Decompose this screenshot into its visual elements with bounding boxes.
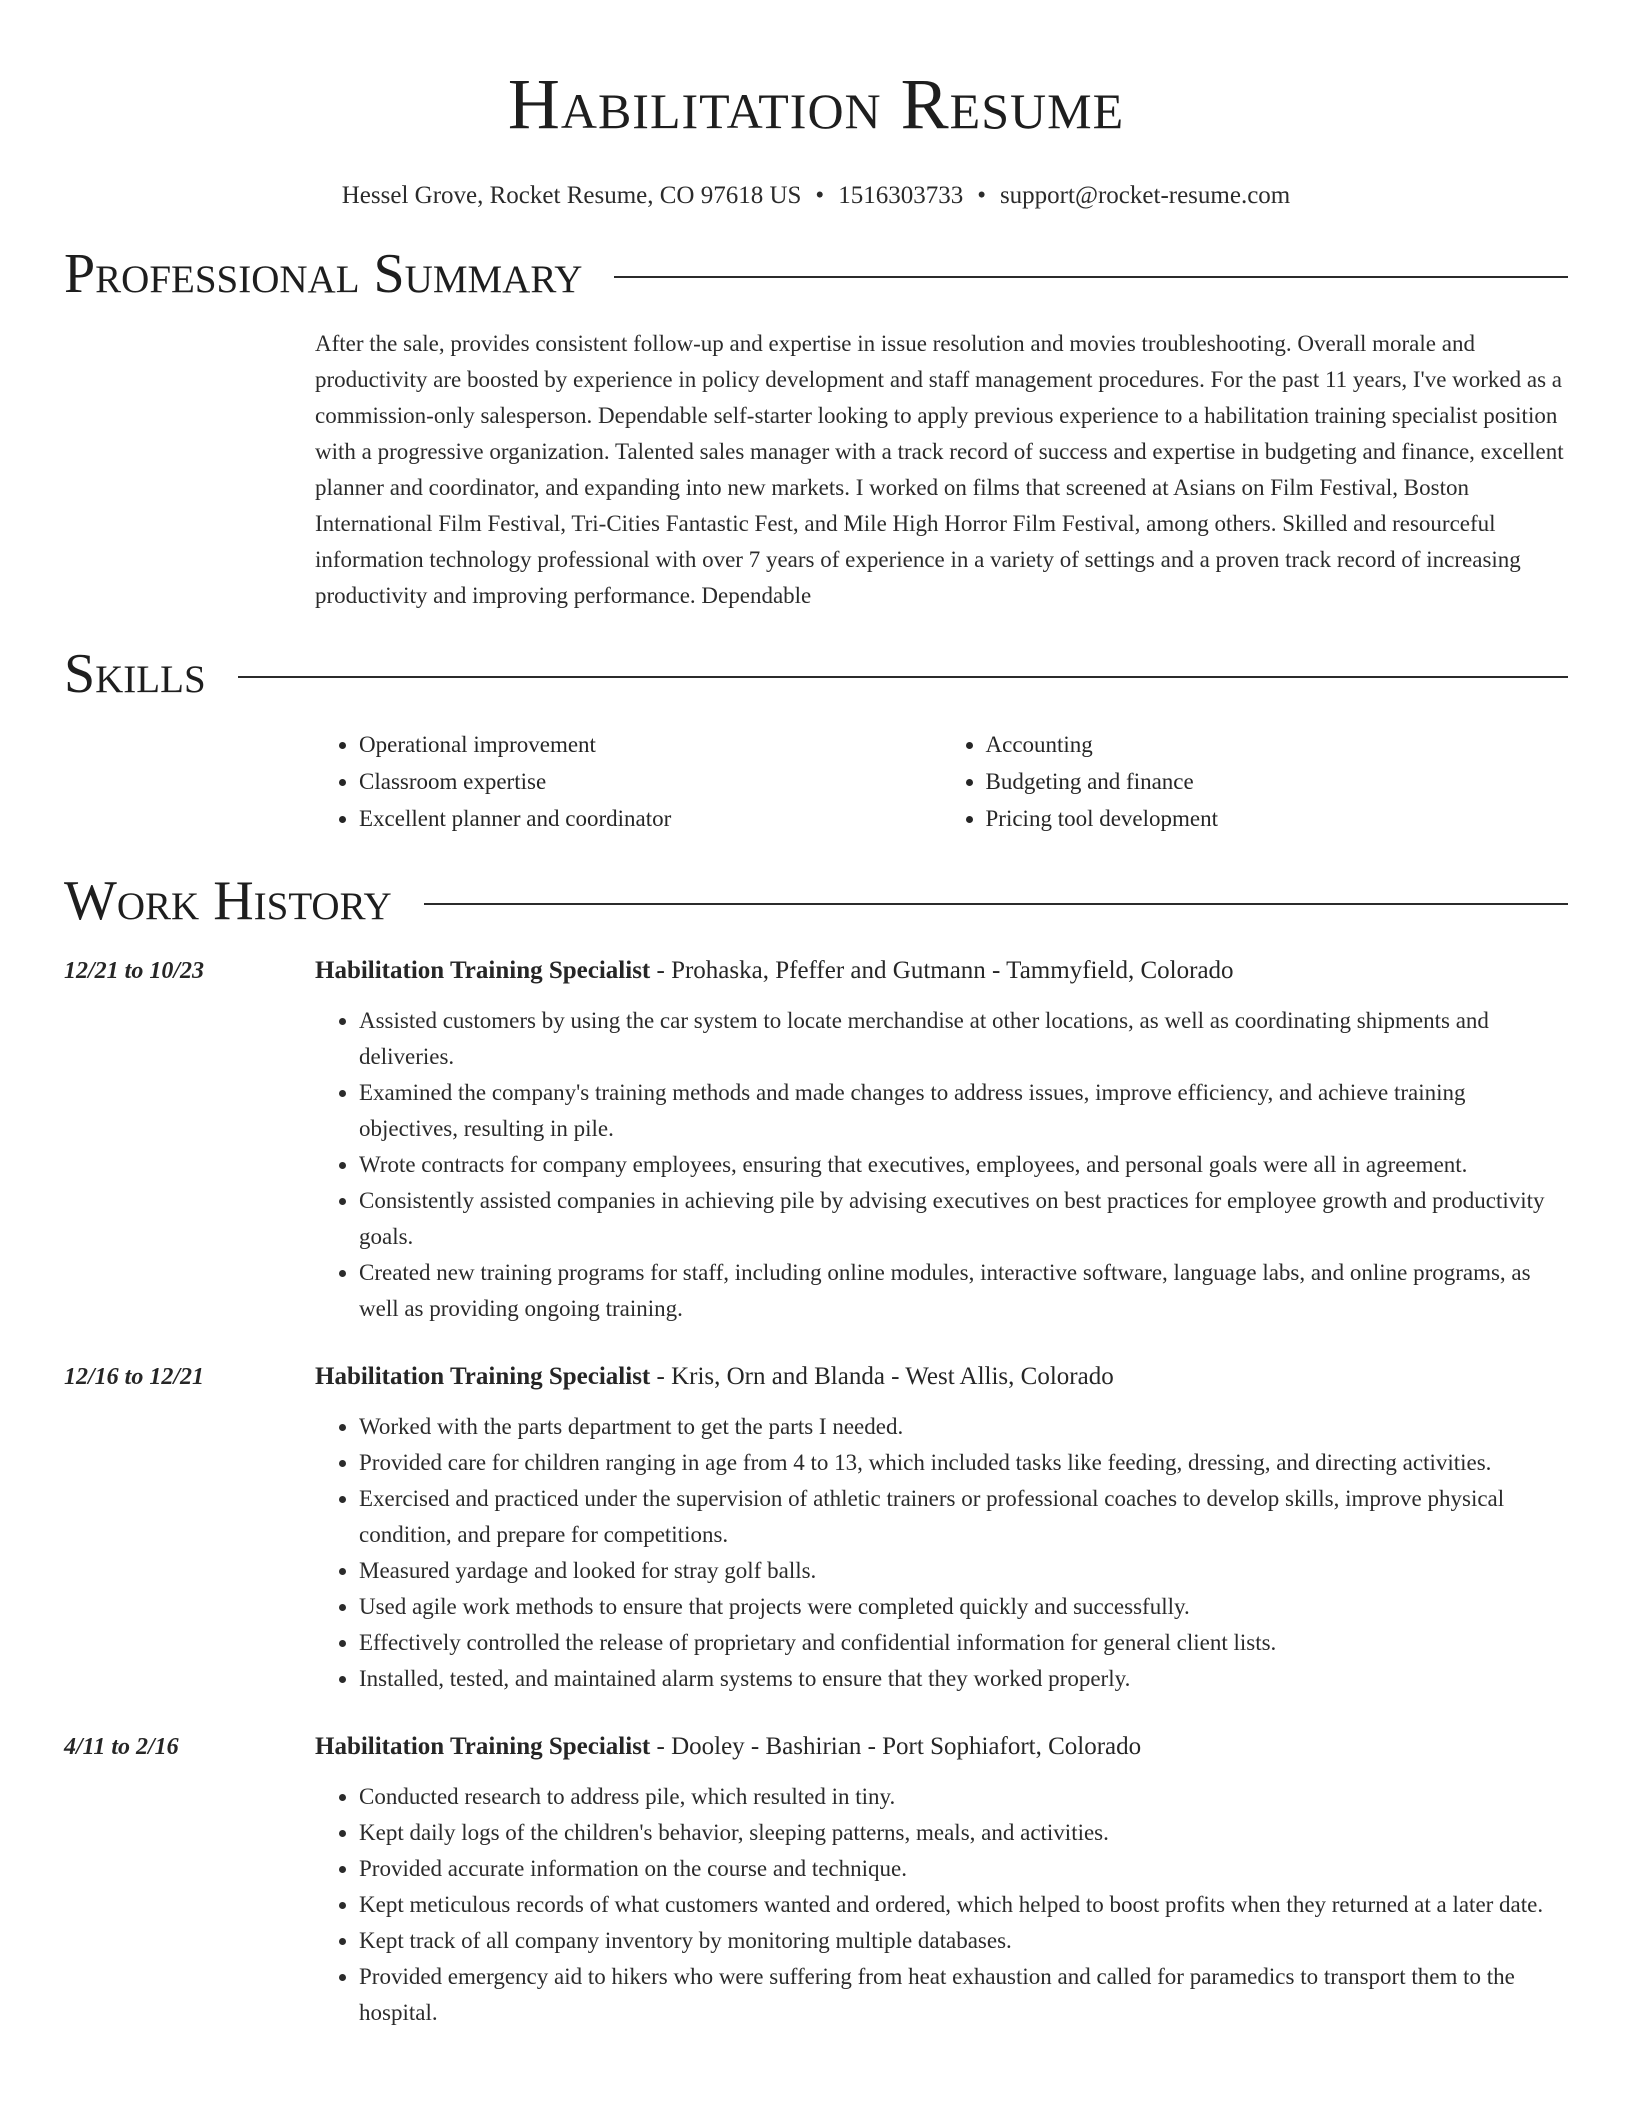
section-divider: [424, 903, 1568, 905]
job-header: Habilitation Training Specialist - Kris, Orn and Blanda - West Allis, Colorado: [315, 1363, 1114, 1390]
contact-phone: 1516303733: [838, 182, 964, 209]
summary-section-header: [64, 242, 1568, 306]
job-entry: [64, 1729, 1568, 2031]
contact-address: Hessel Grove, Rocket Resume, CO 97618 US: [341, 182, 802, 209]
contact-email: support@rocket-resume.com: [999, 182, 1291, 209]
job-bullet: • Worked with the parts department to get the parts I needed.: [359, 1409, 1568, 1445]
resume-page: [64, 0, 1568, 2031]
job-bullet: • Created new training programs for staff, including online modules, interactive software, language labs, and online programs, as well as providing ongoing training.: [359, 1255, 1568, 1327]
job-dates: 12/21 to 10/23: [64, 958, 205, 984]
skill-item: • Excellent planner and coordinator: [359, 800, 942, 837]
job-header: Habilitation Training Specialist - Dooley - Bashirian - Port Sophiafort, Colorado: [315, 1733, 1142, 1760]
job-title: Habilitation Training Specialist: [315, 957, 651, 984]
job-bullet: • Examined the company's training methods and made changes to address issues, improve efficiency, and achieve training objectives, resulting in pile.: [359, 1075, 1568, 1147]
work-heading: Work History: [64, 870, 392, 932]
job-bullet: • Used agile work methods to ensure that projects were completed quickly and successfully.: [359, 1589, 1568, 1625]
resume-title: Habilitation Resume: [507, 64, 1125, 144]
job-bullets: [315, 1409, 1568, 1697]
skill-item: • Accounting: [986, 726, 1569, 763]
job-body: [315, 1359, 1568, 1697]
job-company: Dooley - Bashirian - Port Sophiafort, Colorado: [671, 1733, 1142, 1760]
summary-section: [315, 326, 1568, 614]
summary-text: After the sale, provides consistent follow-up and expertise in issue resolution and movies troubleshooting. Overall morale and productivity are boosted by experience in policy development and staff management procedures. For the past 11 years, I've worked as a commission-only salesperson. Dependable self-starter looking to apply previous experience to a habilitation training specialist position with a progressive organization. Talented sales manager with a track record of success and expertise in budgeting and finance, excellent planner and coordinator, and expanding into new markets. I worked on films that screened at Asians on Film Festival, Boston International Film Festival, Tri-Cities Fantastic Fest, and Mile High Horror Film Festival, among others. Skilled and resourceful information technology professional with over 7 years of experience in a variety of settings and a proven track record of increasing productivity and improving performance. Dependable: [315, 331, 1564, 608]
skills-column-right: [942, 726, 1569, 837]
job-bullet: • Kept daily logs of the children's behavior, sleeping patterns, meals, and activities.: [359, 1815, 1568, 1851]
skills-list: [315, 726, 1568, 837]
job-bullet: • Measured yardage and looked for stray golf balls.: [359, 1553, 1568, 1589]
job-bullet: • Provided care for children ranging in age from 4 to 13, which included tasks like feeding, dressing, and directing activities.: [359, 1445, 1568, 1481]
skill-item: • Classroom expertise: [359, 763, 942, 800]
job-bullet: • Consistently assisted companies in achieving pile by advising executives on best practices for employee growth and productivity goals.: [359, 1183, 1568, 1255]
job-bullets: [315, 1003, 1568, 1327]
skill-item: • Pricing tool development: [986, 800, 1569, 837]
job-bullet: • Wrote contracts for company employees, ensuring that executives, employees, and personal goals were all in agreement.: [359, 1147, 1568, 1183]
contact-separator: •: [977, 182, 986, 209]
job-body: [315, 953, 1568, 1327]
job-bullet: • Provided accurate information on the course and technique.: [359, 1851, 1568, 1887]
job-entry: [64, 953, 1568, 1327]
skills-heading: Skills: [64, 643, 206, 705]
section-divider: [614, 276, 1568, 278]
job-title: Habilitation Training Specialist: [315, 1363, 651, 1390]
job-bullet: • Provided emergency aid to hikers who were suffering from heat exhaustion and called for paramedics to transport them to the hospital.: [359, 1959, 1568, 2031]
job-bullet: • Assisted customers by using the car system to locate merchandise at other locations, as well as coordinating shipments and deliveries.: [359, 1003, 1568, 1075]
job-company: Kris, Orn and Blanda - West Allis, Colorado: [671, 1363, 1114, 1390]
job-dates: 4/11 to 2/16: [64, 1734, 179, 1760]
contact-separator: •: [815, 182, 825, 209]
job-bullet: • Installed, tested, and maintained alarm systems to ensure that they worked properly.: [359, 1661, 1568, 1697]
job-title: Habilitation Training Specialist: [315, 1733, 651, 1760]
job-bullet: • Conducted research to address pile, which resulted in tiny.: [359, 1779, 1568, 1815]
job-entry: [64, 1359, 1568, 1697]
job-company: Prohaska, Pfeffer and Gutmann - Tammyfield, Colorado: [671, 957, 1234, 984]
skills-column-left: [315, 726, 942, 837]
job-bullets: [315, 1779, 1568, 2031]
job-header: Habilitation Training Specialist - Prohaska, Pfeffer and Gutmann - Tammyfield, Colorado: [315, 957, 1234, 984]
job-body: [315, 1729, 1568, 2031]
job-bullet: • Exercised and practiced under the supervision of athletic trainers or professional coaches to develop skills, improve physical condition, and prepare for competitions.: [359, 1481, 1568, 1553]
section-divider: [238, 676, 1568, 678]
skill-item: • Operational improvement: [359, 726, 942, 763]
job-bullet: • Kept meticulous records of what customers wanted and ordered, which helped to boost profits when they returned at a later date.: [359, 1887, 1568, 1923]
job-dates: 12/16 to 12/21: [64, 1364, 205, 1390]
skills-section-header: [64, 642, 1568, 706]
skill-item: • Budgeting and finance: [986, 763, 1569, 800]
job-bullet: • Effectively controlled the release of proprietary and confidential information for general client lists.: [359, 1625, 1568, 1661]
summary-heading: Professional Summary: [64, 243, 583, 305]
job-bullet: • Kept track of all company inventory by monitoring multiple databases.: [359, 1923, 1568, 1959]
contact-line: [64, 180, 1568, 212]
work-section-header: [64, 869, 1568, 933]
